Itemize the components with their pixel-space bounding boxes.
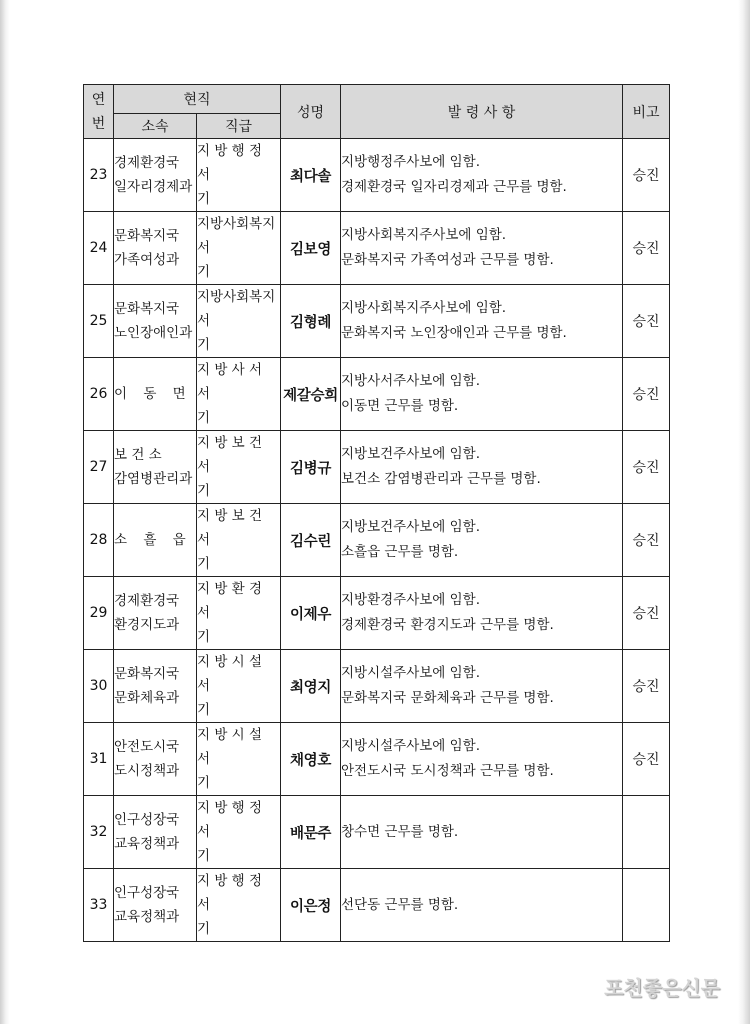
table-row: [84, 139, 670, 212]
row-name: 김병규: [281, 431, 341, 504]
row-affiliation: [114, 139, 197, 212]
order-line-1: 지방시설주사보에 임함.: [341, 738, 480, 754]
row-rank: [197, 723, 281, 796]
affiliation-line-1: 인구성장국: [114, 812, 180, 828]
row-number: 27: [84, 431, 114, 504]
row-note: 승진: [623, 285, 670, 358]
order-line-1: 지방행정주사보에 임함.: [341, 154, 480, 170]
rank-line-1: 지 방 행 정: [197, 873, 263, 889]
row-name: 이제우: [281, 577, 341, 650]
affiliation-line-1: 소 흘 읍: [114, 532, 192, 548]
affiliation-line-1: 이 동 면: [114, 386, 192, 402]
table-row: [84, 212, 670, 285]
rank-line-2-text: 서 기: [197, 897, 211, 937]
rank-line-2: [197, 747, 280, 795]
header-order: 발 령 사 항: [341, 85, 623, 139]
row-note: 승진: [623, 431, 670, 504]
order-line-2: 경제환경국 일자리경제과 근무를 명함.: [341, 179, 567, 195]
rank-line-2: [197, 601, 280, 649]
order-line-1: 지방사회복지주사보에 임함.: [341, 300, 507, 316]
row-affiliation: [114, 723, 197, 796]
rank-line-1: 지방사회복지: [197, 216, 276, 232]
personnel-order-table: [83, 84, 670, 942]
row-affiliation: [114, 358, 197, 431]
rank-line-1: 지 방 사 서: [197, 362, 263, 378]
page-left-edge-shadow: [0, 0, 10, 1024]
rank-line-2-text: 서 기: [197, 532, 211, 572]
row-note: 승진: [623, 723, 670, 796]
row-rank: [197, 285, 281, 358]
affiliation-line-2: 환경지도과: [114, 617, 180, 633]
affiliation-line-2: 문화체육과: [114, 690, 180, 706]
header-rank: 직급: [197, 114, 281, 139]
row-affiliation: [114, 796, 197, 869]
row-order-detail: [341, 504, 623, 577]
affiliation-line-1: 안전도시국: [114, 739, 180, 755]
row-affiliation: [114, 577, 197, 650]
row-rank: [197, 796, 281, 869]
row-number: 28: [84, 504, 114, 577]
row-order-detail: [341, 285, 623, 358]
header-name: 성명: [281, 85, 341, 139]
row-number: 23: [84, 139, 114, 212]
rank-line-2: [197, 893, 280, 941]
order-line-2: 문화복지국 가족여성과 근무를 명함.: [341, 252, 554, 268]
row-number: 29: [84, 577, 114, 650]
row-number: 24: [84, 212, 114, 285]
row-order-detail: [341, 869, 623, 942]
row-name: 김보영: [281, 212, 341, 285]
rank-line-2: [197, 163, 280, 211]
row-name: 김수린: [281, 504, 341, 577]
row-order-detail: [341, 212, 623, 285]
table-header: [84, 85, 670, 139]
affiliation-line-1: 문화복지국: [114, 301, 180, 317]
row-note: 승진: [623, 577, 670, 650]
affiliation-line-2: 일자리경제과: [114, 179, 193, 195]
row-affiliation: [114, 504, 197, 577]
row-name: 배문주: [281, 796, 341, 869]
row-rank: [197, 431, 281, 504]
row-number: 25: [84, 285, 114, 358]
row-rank: [197, 650, 281, 723]
row-number: 30: [84, 650, 114, 723]
rank-line-2-text: 서 기: [197, 824, 211, 864]
table-row: [84, 869, 670, 942]
table-body: [84, 139, 670, 942]
row-name: 최영지: [281, 650, 341, 723]
row-order-detail: [341, 796, 623, 869]
table-row: [84, 796, 670, 869]
rank-line-1: 지방사회복지: [197, 289, 276, 305]
rank-line-1: 지 방 시 설: [197, 727, 263, 743]
row-note: 승진: [623, 139, 670, 212]
row-rank: [197, 212, 281, 285]
row-name: 이은정: [281, 869, 341, 942]
order-line-1: 지방보건주사보에 임함.: [341, 519, 480, 535]
row-note: [623, 796, 670, 869]
row-order-detail: [341, 358, 623, 431]
order-line-1: 지방보건주사보에 임함.: [341, 446, 480, 462]
rank-line-1: 지 방 보 건: [197, 435, 263, 451]
row-number: 33: [84, 869, 114, 942]
header-no-label: 연 번: [91, 91, 106, 132]
affiliation-line-1: 문화복지국: [114, 666, 180, 682]
header-current: 현직: [114, 85, 281, 114]
table-row: [84, 358, 670, 431]
rank-line-1: 지 방 행 정: [197, 800, 263, 816]
row-order-detail: [341, 723, 623, 796]
row-order-detail: [341, 650, 623, 723]
rank-line-2: [197, 236, 280, 284]
rank-line-1: 지 방 환 경: [197, 581, 263, 597]
rank-line-1: 지 방 시 설: [197, 654, 263, 670]
row-order-detail: [341, 431, 623, 504]
row-note: [623, 869, 670, 942]
rank-line-2: [197, 309, 280, 357]
table-row: [84, 504, 670, 577]
row-number: 32: [84, 796, 114, 869]
rank-line-2-text: 서 기: [197, 240, 211, 280]
row-note: 승진: [623, 650, 670, 723]
rank-line-2-text: 서 기: [197, 313, 211, 353]
table-row: [84, 431, 670, 504]
row-rank: [197, 577, 281, 650]
order-line-2: 문화복지국 문화체육과 근무를 명함.: [341, 690, 554, 706]
row-affiliation: [114, 869, 197, 942]
rank-line-1: 지 방 보 건: [197, 508, 263, 524]
rank-line-2: [197, 528, 280, 576]
affiliation-line-1: 경제환경국: [114, 593, 180, 609]
row-rank: [197, 504, 281, 577]
order-line-1: 지방시설주사보에 임함.: [341, 665, 480, 681]
rank-line-2: [197, 382, 280, 430]
page-right-edge-shadow: [738, 0, 750, 1024]
row-note: 승진: [623, 212, 670, 285]
order-line-2: 이동면 근무를 명함.: [341, 398, 459, 414]
affiliation-line-1: 보 건 소: [114, 447, 162, 463]
order-line-1: 지방사회복지주사보에 임함.: [341, 227, 507, 243]
row-name: 채영호: [281, 723, 341, 796]
affiliation-line-2: 교육정책과: [114, 836, 180, 852]
affiliation-line-1: 경제환경국: [114, 155, 180, 171]
row-rank: [197, 139, 281, 212]
header-no: [84, 85, 114, 139]
table-row: [84, 723, 670, 796]
affiliation-line-2: 가족여성과: [114, 252, 180, 268]
row-order-detail: [341, 577, 623, 650]
rank-line-1: 지 방 행 정: [197, 143, 263, 159]
table-row: [84, 285, 670, 358]
row-name: 제갈승희: [281, 358, 341, 431]
rank-line-2-text: 서 기: [197, 386, 211, 426]
newspaper-watermark: 포천좋은신문: [604, 976, 720, 1000]
header-affiliation: 소속: [114, 114, 197, 139]
row-name: 최다솔: [281, 139, 341, 212]
order-line-1: 창수면 근무를 명함.: [341, 823, 459, 840]
row-affiliation: [114, 285, 197, 358]
order-line-2: 문화복지국 노인장애인과 근무를 명함.: [341, 325, 567, 341]
row-order-detail: [341, 139, 623, 212]
rank-line-2-text: 서 기: [197, 678, 211, 718]
row-affiliation: [114, 212, 197, 285]
row-note: 승진: [623, 504, 670, 577]
row-rank: [197, 358, 281, 431]
affiliation-line-2: 도시정책과: [114, 763, 180, 779]
order-line-2: 보건소 감염병관리과 근무를 명함.: [341, 471, 541, 487]
row-name: 김형례: [281, 285, 341, 358]
rank-line-2-text: 서 기: [197, 605, 211, 645]
affiliation-line-2: 교육정책과: [114, 909, 180, 925]
table-row: [84, 577, 670, 650]
affiliation-line-1: 문화복지국: [114, 228, 180, 244]
order-line-1: 지방사서주사보에 임함.: [341, 373, 480, 389]
rank-line-2-text: 서 기: [197, 167, 211, 207]
header-note: 비고: [623, 85, 670, 139]
rank-line-2: [197, 820, 280, 868]
rank-line-2: [197, 674, 280, 722]
affiliation-line-2: 노인장애인과: [114, 325, 193, 341]
table-row: [84, 650, 670, 723]
row-affiliation: [114, 431, 197, 504]
order-line-2: 경제환경국 환경지도과 근무를 명함.: [341, 617, 554, 633]
affiliation-line-1: 인구성장국: [114, 885, 180, 901]
affiliation-line-2: 감염병관리과: [114, 471, 193, 487]
row-number: 31: [84, 723, 114, 796]
row-rank: [197, 869, 281, 942]
order-line-2: 소흘읍 근무를 명함.: [341, 544, 459, 560]
order-line-2: 안전도시국 도시정책과 근무를 명함.: [341, 763, 554, 779]
rank-line-2: [197, 455, 280, 503]
rank-line-2-text: 서 기: [197, 459, 211, 499]
row-note: 승진: [623, 358, 670, 431]
row-number: 26: [84, 358, 114, 431]
rank-line-2-text: 서 기: [197, 751, 211, 791]
order-line-1: 지방환경주사보에 임함.: [341, 592, 480, 608]
order-line-1: 선단동 근무를 명함.: [341, 896, 459, 913]
row-affiliation: [114, 650, 197, 723]
